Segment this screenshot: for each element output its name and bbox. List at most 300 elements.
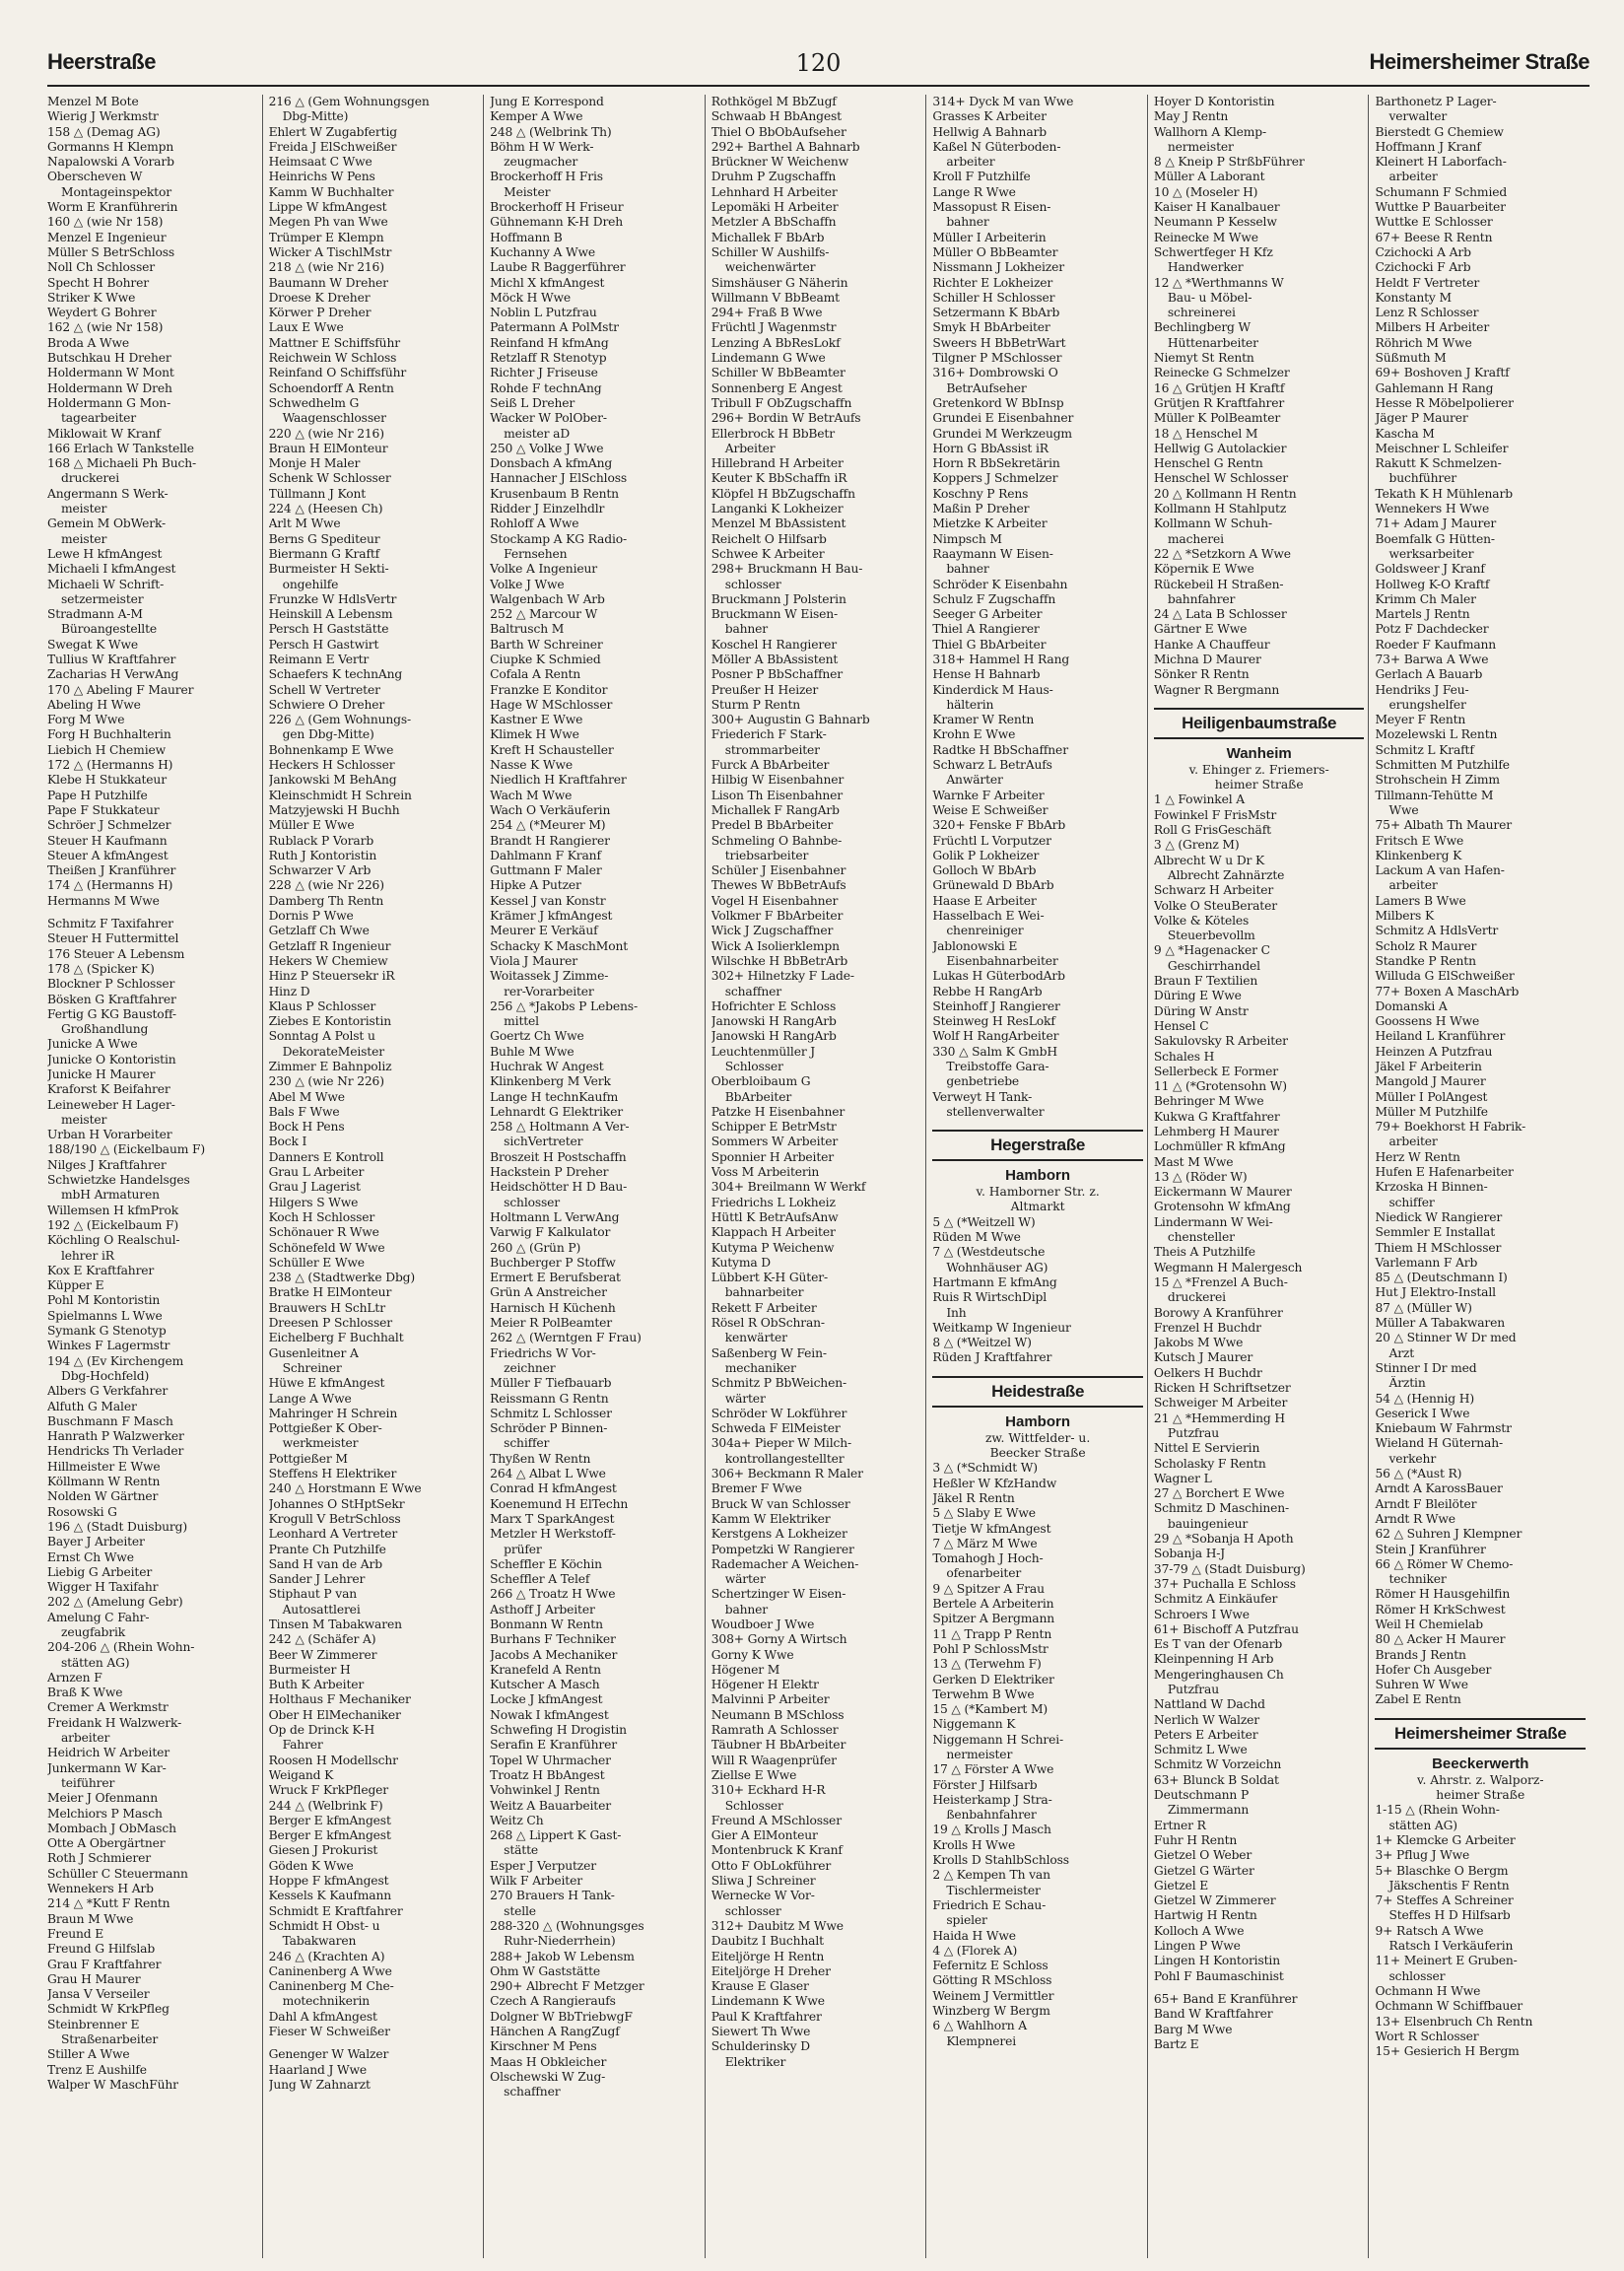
directory-entry: Schenk W Schlosser <box>268 471 391 486</box>
directory-entry: 67+ Beese R Rentn <box>1375 230 1493 244</box>
directory-entry: Mangold J Maurer <box>1375 1074 1486 1089</box>
directory-entry: Persch H Gaststätte <box>268 622 389 637</box>
directory-entry: Bock H Pens <box>268 1120 345 1135</box>
directory-entry: Jablonowski E <box>932 938 1018 953</box>
directory-entry-continuation: bahnfahrer <box>1167 591 1236 606</box>
directory-entry: Brückner W Weichenw <box>710 155 848 170</box>
directory-entry-continuation: Putzfrau <box>1167 1425 1219 1440</box>
directory-entry: Früchtl J Wagenmstr <box>710 320 837 335</box>
directory-entry: Grün A Anstreicher <box>490 1285 607 1300</box>
directory-entry: Lison Th Eisenbahner <box>710 788 844 802</box>
directory-entry: Wennekers H Arb <box>47 1882 154 1896</box>
directory-entry: Baumann W Dreher <box>268 275 388 290</box>
directory-entry: Wicker A TischlMstr <box>268 244 392 259</box>
directory-entry: Wuttke E Schlosser <box>1375 215 1493 230</box>
directory-entry: Jankowski M BehAng <box>268 773 397 788</box>
directory-entry: Junicke H Maurer <box>47 1067 156 1081</box>
directory-entry: Rösel R ObSchran- <box>710 1316 825 1331</box>
directory-entry: Saßenberg W Fein- <box>710 1345 827 1360</box>
directory-entry: Hüttl K BetrAufsAnw <box>710 1209 839 1224</box>
directory-entry: Spielmanns L Wwe <box>47 1308 163 1323</box>
directory-entry: 240 △ Horstmann E Wwe <box>268 1481 422 1496</box>
directory-entry: Worm E Kranführerin <box>47 200 178 215</box>
directory-entry-continuation: Bau- u Möbel- <box>1167 290 1252 305</box>
directory-entry: Leonhard A Vertreter <box>268 1527 398 1542</box>
directory-entry: Dahl A kfmAngest <box>268 2009 377 2024</box>
district-heading: Beeckerwerth <box>1432 1755 1529 1772</box>
directory-entry: 238 △ (Stadtwerke Dbg) <box>268 1271 416 1285</box>
directory-entry: Weitz A Bauarbeiter <box>490 1798 611 1813</box>
directory-entry: 290+ Albrecht F Metzger <box>490 1979 644 1994</box>
directory-entry: Ciupke K Schmied <box>490 652 601 666</box>
directory-entry: 304a+ Pieper W Milch- <box>710 1436 851 1451</box>
directory-entry: Willmann V BbBeamt <box>710 290 840 305</box>
directory-entry: Fritsch E Wwe <box>1375 833 1464 848</box>
directory-entry-continuation: Ruhr-Niederrhein) <box>504 1934 616 1949</box>
directory-entry: Donsbach A kfmAng <box>490 456 613 471</box>
directory-entry: Michl X kfmAngest <box>490 275 605 290</box>
directory-entry: Schmitz P BbWeichen- <box>710 1376 846 1391</box>
directory-entry: Steinhoff J Rangierer <box>932 998 1060 1013</box>
directory-entry-continuation: sichVertreter <box>504 1135 583 1149</box>
directory-entry: Berns G Spediteur <box>268 531 380 546</box>
directory-entry: Volke J Wwe <box>490 577 565 591</box>
directory-entry: 17 △ Förster A Wwe <box>932 1762 1054 1777</box>
directory-entry: Getzlaff Ch Wwe <box>268 924 370 938</box>
directory-entry: Hillebrand H Arbeiter <box>710 456 844 471</box>
directory-entry: Schiller H Schlosser <box>932 290 1055 305</box>
directory-entry: 56 △ (*Aust R) <box>1375 1467 1462 1481</box>
directory-entry: Swegat K Wwe <box>47 637 139 652</box>
directory-entry: Berger E kfmAngest <box>268 1828 391 1843</box>
directory-entry: Steinweg H ResLokf <box>932 1014 1055 1029</box>
directory-entry: 320+ Fenske F BbArb <box>932 818 1066 833</box>
directory-entry: Schmitz F Taxifahrer <box>47 917 173 931</box>
directory-entry: Haida H Wwe <box>932 1928 1016 1943</box>
directory-entry: 4 △ (Florek A) <box>932 1943 1018 1958</box>
directory-entry: Broda A Wwe <box>47 335 130 350</box>
directory-entry: Behringer M Wwe <box>1153 1094 1264 1109</box>
directory-entry: 264 △ Albat L Wwe <box>490 1467 606 1481</box>
directory-entry: Potz F Dachdecker <box>1375 622 1489 637</box>
directory-entry: Hackstein P Dreher <box>490 1165 609 1180</box>
street-heading: Heiligenbaumstraße <box>1154 708 1365 739</box>
directory-entry-continuation: stätten AG) <box>1388 1818 1457 1832</box>
directory-entry: Köllmann W Rentn <box>47 1475 161 1489</box>
directory-entry: Krohn E Wwe <box>932 727 1016 742</box>
directory-entry: Möck H Wwe <box>490 290 571 305</box>
directory-entry: Brockerhoff H Fris <box>490 170 603 184</box>
directory-entry: 87 △ (Müller W) <box>1375 1300 1472 1315</box>
directory-column <box>1147 95 1369 2258</box>
directory-entry: Süßmuth M <box>1375 351 1447 366</box>
directory-entry-continuation: Großhandlung <box>61 1022 149 1037</box>
directory-entry: Volke O SteuBerater <box>1153 898 1277 913</box>
directory-entry: Gormanns H Klempn <box>47 139 174 154</box>
directory-entry: Kutyma D <box>710 1255 772 1270</box>
directory-entry: Smyk H BbArbeiter <box>932 320 1050 335</box>
directory-entry: Schacky K MaschMont <box>490 938 629 953</box>
directory-entry: Neumann B MSchloss <box>710 1707 845 1722</box>
directory-entry: 5+ Blaschke O Bergm <box>1375 1863 1509 1878</box>
directory-entry: Lukas H GüterbodArb <box>932 969 1065 984</box>
directory-entry: Michaeli I kfmAngest <box>47 562 176 577</box>
directory-entry: Thiel A Rangierer <box>932 622 1040 637</box>
directory-entry: Franzke E Konditor <box>490 682 608 697</box>
directory-entry: 79+ Boekhorst H Fabrik- <box>1375 1120 1526 1135</box>
directory-column <box>705 95 926 2258</box>
directory-column <box>1368 95 1590 2258</box>
directory-entry-continuation: setzermeister <box>61 591 144 606</box>
directory-entry: Schönefeld W Wwe <box>268 1240 385 1255</box>
directory-entry-continuation: druckerei <box>61 471 120 486</box>
directory-entry-continuation: stätten AG) <box>61 1655 130 1670</box>
directory-entry: Theißen J Kranführer <box>47 863 176 878</box>
directory-entry: Hanrath P Walzwerker <box>47 1429 184 1444</box>
directory-entry: Rademacher A Weichen- <box>710 1556 859 1571</box>
directory-entry: Metzler A BbSchaffn <box>710 215 837 230</box>
directory-entry: Müller E Wwe <box>268 818 355 833</box>
directory-entry: Terwehm B Wwe <box>932 1686 1035 1701</box>
directory-entry: Amelung C Fahr- <box>47 1610 150 1624</box>
directory-entry: 71+ Adam J Maurer <box>1375 516 1497 531</box>
directory-entry: Rohloff A Wwe <box>490 516 579 531</box>
directory-entry: Früchtl L Vorputzer <box>932 833 1051 848</box>
directory-entry: Frunzke W HdlsVertr <box>268 591 397 606</box>
directory-entry: Kraforst K Beifahrer <box>47 1082 170 1097</box>
street-range-note: zw. Wittfelder- u. <box>984 1430 1091 1445</box>
directory-entry: Hut J Elektro-Install <box>1375 1285 1496 1300</box>
directory-entry: Alfuth G Maler <box>47 1399 137 1413</box>
directory-entry: Wick A Isolierklempn <box>710 938 840 953</box>
directory-entry: Roth J Schmierer <box>47 1851 152 1866</box>
directory-entry: Freidank H Walzwerk- <box>47 1715 182 1730</box>
directory-entry: Abel M Wwe <box>268 1089 345 1104</box>
directory-entry: Kamm W Elektriker <box>710 1511 831 1526</box>
directory-entry: Seiß L Dreher <box>490 395 575 410</box>
directory-entry: Schroers I Wwe <box>1153 1607 1250 1621</box>
directory-entry: Michallek F RangArb <box>710 802 840 817</box>
directory-entry: 172 △ (Hermanns H) <box>47 758 173 773</box>
directory-entry: Heidschötter H D Bau- <box>490 1180 628 1195</box>
directory-entry: Golloch W BbArb <box>932 863 1037 878</box>
directory-entry: 8 △ Kneip P StrßbFührer <box>1153 155 1305 170</box>
directory-entry: Stockamp A KG Radio- <box>490 531 627 546</box>
directory-entry: Goertz Ch Wwe <box>490 1029 584 1044</box>
directory-entry: Gorny K Wwe <box>710 1647 794 1662</box>
directory-entry: 16 △ Grütjen H Kraftf <box>1153 380 1285 395</box>
directory-entry: Steuer H Futtermittel <box>47 931 179 946</box>
directory-entry: Viola J Maurer <box>490 953 577 968</box>
directory-entry: Wennekers H Wwe <box>1375 502 1490 516</box>
directory-entry: Braun M Wwe <box>47 1911 134 1926</box>
directory-entry: Hofrichter E Schloss <box>710 998 837 1013</box>
directory-entry: Müller A Laborant <box>1153 170 1265 184</box>
directory-column <box>483 95 705 2258</box>
directory-entry: Bruck W van Schlosser <box>710 1496 850 1511</box>
directory-entry: Holthaus F Mechaniker <box>268 1692 411 1707</box>
directory-entry: Hendriks J Feu- <box>1375 682 1469 697</box>
directory-entry: Ruis R WirtschDipl <box>932 1290 1048 1305</box>
directory-entry: Hellwig G Autolackier <box>1153 441 1287 455</box>
directory-entry: Holdermann W Dreh <box>47 380 172 395</box>
directory-entry: Steuer A kfmAngest <box>47 848 169 862</box>
directory-entry-continuation: Hüttenarbeiter <box>1167 335 1258 350</box>
directory-entry: Pottgießer M <box>268 1451 348 1466</box>
directory-entry: Koppers J Schmelzer <box>932 471 1058 486</box>
directory-entry: 254 △ (*Meurer M) <box>490 818 606 833</box>
directory-entry: 226 △ (Gem Wohnungs- <box>268 713 412 727</box>
directory-entry-continuation: ongehilfe <box>282 577 339 591</box>
directory-entry: Tekath K H Mühlenarb <box>1375 486 1513 501</box>
directory-entry: Scheffler E Köchin <box>490 1556 602 1571</box>
directory-entry: 65+ Band E Kranführer <box>1153 1991 1298 2006</box>
directory-entry: Holtmann L VerwAng <box>490 1209 620 1224</box>
directory-entry: Kessel J van Konstr <box>490 893 606 908</box>
directory-entry: Buth K Arbeiter <box>268 1678 365 1692</box>
directory-entry: Wernecke W Vor- <box>710 1889 815 1903</box>
directory-entry: Leuchtenmüller J <box>710 1044 816 1059</box>
directory-entry: Nilges J Kraftfahrer <box>47 1157 167 1172</box>
directory-entry-continuation: zeichner <box>504 1360 556 1375</box>
directory-entry: 1 △ Fowinkel A <box>1153 792 1245 807</box>
directory-entry-continuation: techniker <box>1388 1572 1447 1587</box>
directory-entry: Lamers B Wwe <box>1375 893 1466 908</box>
directory-entry: Weydert G Bohrer <box>47 306 157 320</box>
directory-entry: Angermann S Werk- <box>47 486 169 501</box>
directory-entry: Schmitz W Vorzeichn <box>1153 1757 1282 1772</box>
directory-entry: Pape F Stukkateur <box>47 802 160 817</box>
directory-entry: Schüler J Eisenbahner <box>710 863 846 878</box>
directory-entry: Burmeister H Sekti- <box>268 562 389 577</box>
directory-entry: Kroll F Putzhilfe <box>932 170 1031 184</box>
directory-entry: Ermert E Berufsberat <box>490 1271 621 1285</box>
directory-entry: Beer W Zimmerer <box>268 1647 377 1662</box>
directory-entry: Freida J ElSchweißer <box>268 139 397 154</box>
directory-entry: Thiel O BbObAufseher <box>710 124 846 139</box>
directory-entry: Warnke F Arbeiter <box>932 788 1045 802</box>
directory-entry: 214 △ *Kutt F Rentn <box>47 1896 170 1911</box>
directory-entry: Niemyt St Rentn <box>1153 351 1254 366</box>
directory-entry: Nasse K Wwe <box>490 758 573 773</box>
directory-entry: Napalowski A Vorarb <box>47 155 174 170</box>
street-heading: Heidestraße <box>932 1376 1143 1408</box>
directory-entry: Ziellse E Wwe <box>710 1767 797 1782</box>
directory-entry-continuation: verkehr <box>1388 1451 1437 1466</box>
directory-entry: Freund G Hilfslab <box>47 1942 156 1957</box>
directory-entry: 69+ Boshoven J Kraftf <box>1375 366 1510 380</box>
directory-entry-continuation: Ratsch I Verkäuferin <box>1388 1939 1514 1954</box>
directory-entry-continuation: Waagenschlosser <box>282 411 386 426</box>
directory-entry: Posner P BbSchaffner <box>710 667 844 682</box>
directory-entry: 256 △ *Jakobs P Lebens- <box>490 998 638 1013</box>
directory-entry: 1-15 △ (Rhein Wohn- <box>1375 1803 1500 1818</box>
directory-entry: Schwefing H Drogistin <box>490 1723 627 1738</box>
directory-entry: 270 Brauers H Tank- <box>490 1889 615 1903</box>
district-heading: Hamborn <box>1005 1167 1071 1185</box>
directory-entry: Persch H Gastwirt <box>268 637 379 652</box>
directory-entry-continuation: prüfer <box>504 1542 542 1556</box>
directory-entry-continuation: bahner <box>724 1602 769 1617</box>
directory-entry: 302+ Hilnetzky F Lade- <box>710 969 854 984</box>
directory-entry: Megen Ph van Wwe <box>268 215 388 230</box>
directory-entry: Walgenbach W Arb <box>490 591 605 606</box>
directory-entry: Hilgers S Wwe <box>268 1195 359 1209</box>
directory-entry: Schmidt W KrkPfleg <box>47 2002 169 2017</box>
directory-entry: Lochmüller R kfmAng <box>1153 1139 1286 1154</box>
directory-entry: 300+ Augustin G Bahnarb <box>710 713 870 727</box>
directory-entry: 7 △ (Westdeutsche <box>932 1245 1046 1260</box>
directory-entry: Nattland W Dachd <box>1153 1697 1265 1712</box>
directory-entry: Thiem H MSchlosser <box>1375 1240 1502 1255</box>
directory-entry: Küpper E <box>47 1278 104 1293</box>
directory-entry: Langanki K Lokheizer <box>710 502 844 516</box>
directory-entry: Pottgießer K Ober- <box>268 1421 382 1436</box>
directory-entry: Kollmann H Stahlputz <box>1153 502 1287 516</box>
directory-entry: Liebig G Arbeiter <box>47 1564 153 1579</box>
directory-entry-continuation: Klempnerei <box>946 2033 1017 2048</box>
directory-entry: 80 △ Acker H Maurer <box>1375 1632 1506 1647</box>
directory-entry-continuation: schiffer <box>1388 1195 1435 1209</box>
directory-entry: 220 △ (wie Nr 216) <box>268 426 384 441</box>
directory-entry: Zabel E Rentn <box>1375 1692 1461 1707</box>
directory-entry: Hollweg K-O Kraftf <box>1375 577 1490 591</box>
directory-entry: Jung E Korrespond <box>490 95 604 108</box>
directory-entry: 246 △ (Krachten A) <box>268 1949 385 1963</box>
directory-entry: Lackum A van Hafen- <box>1375 863 1505 878</box>
directory-entry: Fefernitz E Schloss <box>932 1959 1049 1973</box>
directory-entry: Pape H Putzhilfe <box>47 788 148 802</box>
directory-entry: 250 △ Volke J Wwe <box>490 441 604 455</box>
directory-entry: Standke P Rentn <box>1375 953 1476 968</box>
directory-entry-continuation: arbeiter <box>1388 170 1438 184</box>
directory-entry: 174 △ (Hermanns H) <box>47 878 173 893</box>
directory-entry: Müller M Putzhilfe <box>1375 1104 1488 1119</box>
directory-entry: Jung W Zahnarzt <box>268 2077 371 2092</box>
directory-entry: Goossens H Wwe <box>1375 1014 1480 1029</box>
directory-entry: Hinz D <box>268 984 310 998</box>
directory-entry: Barg M Wwe <box>1153 2022 1233 2036</box>
directory-entry: Tüllmann J Kont <box>268 486 367 501</box>
directory-entry: Schwarz L BetrAufs <box>932 758 1052 773</box>
directory-entry-continuation: chenreiniger <box>946 924 1024 938</box>
directory-entry: Thiel G BbArbeiter <box>932 637 1047 652</box>
directory-entry: Friedrich E Schau- <box>932 1897 1047 1912</box>
directory-entry: Grünewald D BbArb <box>932 878 1054 893</box>
directory-entry: 304+ Breilmann W Werkf <box>710 1180 866 1195</box>
directory-entry: Lehnhard H Arbeiter <box>710 184 838 199</box>
directory-entry: Wagner R Bergmann <box>1153 682 1280 697</box>
directory-entry: Schröder W Lokführer <box>710 1406 847 1420</box>
directory-entry: 298+ Bruckmann H Bau- <box>710 562 863 577</box>
directory-entry: Bals F Wwe <box>268 1104 340 1119</box>
directory-entry-continuation: chensteller <box>1167 1230 1235 1245</box>
directory-entry-continuation: schlosser <box>724 577 781 591</box>
directory-entry: Reinfand O Schiffsführ <box>268 366 407 380</box>
directory-entry: Hesse R Möbelpolierer <box>1375 395 1514 410</box>
directory-entry: Kolloch A Wwe <box>1153 1923 1245 1938</box>
directory-entry-continuation: Ärztin <box>1388 1376 1426 1391</box>
directory-entry: 158 △ (Demag AG) <box>47 124 161 139</box>
directory-entry: Bruckmann W Eisen- <box>710 607 839 622</box>
directory-entry: Thewes W BbBetrAufs <box>710 878 846 893</box>
directory-entry: Ruth J Kontoristin <box>268 848 377 862</box>
directory-entry: Schwertfeger H Kfz <box>1153 244 1273 259</box>
directory-entry: Grasses K Arbeiter <box>932 109 1047 124</box>
directory-entry-continuation: arbeiter <box>946 155 995 170</box>
directory-entry: Gretenkord W BbInsp <box>932 395 1064 410</box>
directory-entry: Ziebes E Kontoristin <box>268 1014 392 1029</box>
directory-entry: Wach M Wwe <box>490 788 573 802</box>
directory-entry: Arnzen F <box>47 1670 102 1685</box>
directory-entry: Barth W Schreiner <box>490 637 603 652</box>
street-range-note: v. Hamborner Str. z. <box>976 1185 1100 1200</box>
directory-entry: Schmidt H Obst- u <box>268 1918 380 1933</box>
directory-entry-continuation: macherei <box>1167 531 1224 546</box>
directory-entry: Raaymann W Eisen- <box>932 546 1053 561</box>
directory-entry: Volke A Ingenieur <box>490 562 597 577</box>
directory-entry: Krause E Glaser <box>710 1979 809 1994</box>
directory-entry: Will R Waagenprüfer <box>710 1753 837 1767</box>
street-range-note: Altmarkt <box>1010 1200 1065 1214</box>
directory-entry: Op de Drinck K-H <box>268 1723 375 1738</box>
directory-entry: Grau F Kraftfahrer <box>47 1957 162 1971</box>
directory-entry: Schweiger M Arbeiter <box>1153 1396 1288 1411</box>
directory-entry: Sweers H BbBetrWart <box>932 335 1066 350</box>
directory-entry: Schaefers K technAng <box>268 667 403 682</box>
directory-entry: 8 △ (*Weitzel W) <box>932 1336 1032 1350</box>
directory-entry: Eickermann W Maurer <box>1153 1185 1292 1200</box>
directory-entry: Noll Ch Schlosser <box>47 260 155 275</box>
directory-entry: Laux E Wwe <box>268 320 344 335</box>
directory-entry-continuation: Geschirrhandel <box>1167 958 1260 973</box>
directory-entry: 288-320 △ (Wohnungsges <box>490 1918 644 1933</box>
directory-entry: 7+ Steffes A Schreiner <box>1375 1893 1514 1908</box>
directory-entry-continuation: arbeiter <box>1388 1135 1438 1149</box>
directory-entry: Högener M <box>710 1662 780 1677</box>
directory-entry: 77+ Boxen A MaschArb <box>1375 984 1520 998</box>
directory-entry-continuation: DekorateMeister <box>282 1044 384 1059</box>
directory-entry: Roosen H Modellschr <box>268 1753 398 1767</box>
directory-entry-continuation: stelle <box>504 1903 536 1918</box>
directory-entry: Urban H Vorarbeiter <box>47 1128 172 1142</box>
directory-entry: Milbers K <box>1375 909 1435 924</box>
directory-entry-continuation: Wwe <box>1388 802 1419 817</box>
directory-entry: Gerlach A Bauarb <box>1375 667 1483 682</box>
directory-entry-continuation: Straßenarbeiter <box>61 2032 159 2046</box>
directory-entry: Eichelberg F Buchhalt <box>268 1331 404 1345</box>
directory-entry: Ridder J Einzelhdlr <box>490 502 605 516</box>
directory-entry: Heldt F Vertreter <box>1375 275 1480 290</box>
directory-entry: Wolf H RangArbeiter <box>932 1029 1059 1044</box>
directory-entry: Schmitz L Schlosser <box>490 1406 612 1420</box>
directory-entry: Gietzel E <box>1153 1878 1209 1892</box>
directory-entry: Mattner E Schiffsführ <box>268 335 400 350</box>
directory-entry: Kemper A Wwe <box>490 109 583 124</box>
directory-entry: Gerken D Elektriker <box>932 1672 1054 1686</box>
directory-entry: Rublack P Vorarb <box>268 833 374 848</box>
directory-entry-continuation: Steffes H D Hilfsarb <box>1388 1908 1511 1923</box>
directory-entry-continuation: bahner <box>946 215 989 230</box>
directory-entry: Buchberger P Stoffw <box>490 1255 616 1270</box>
page-header <box>47 49 1590 89</box>
directory-entry: Kastner E Wwe <box>490 713 583 727</box>
directory-entry: Hekers W Chemiew <box>268 953 388 968</box>
directory-entry: Heinzen A Putzfrau <box>1375 1044 1493 1059</box>
directory-entry: Jakobs M Wwe <box>1153 1336 1244 1350</box>
directory-entry: Sonnenberg E Angest <box>710 380 843 395</box>
directory-entry: Retzlaff R Stenotyp <box>490 351 607 366</box>
